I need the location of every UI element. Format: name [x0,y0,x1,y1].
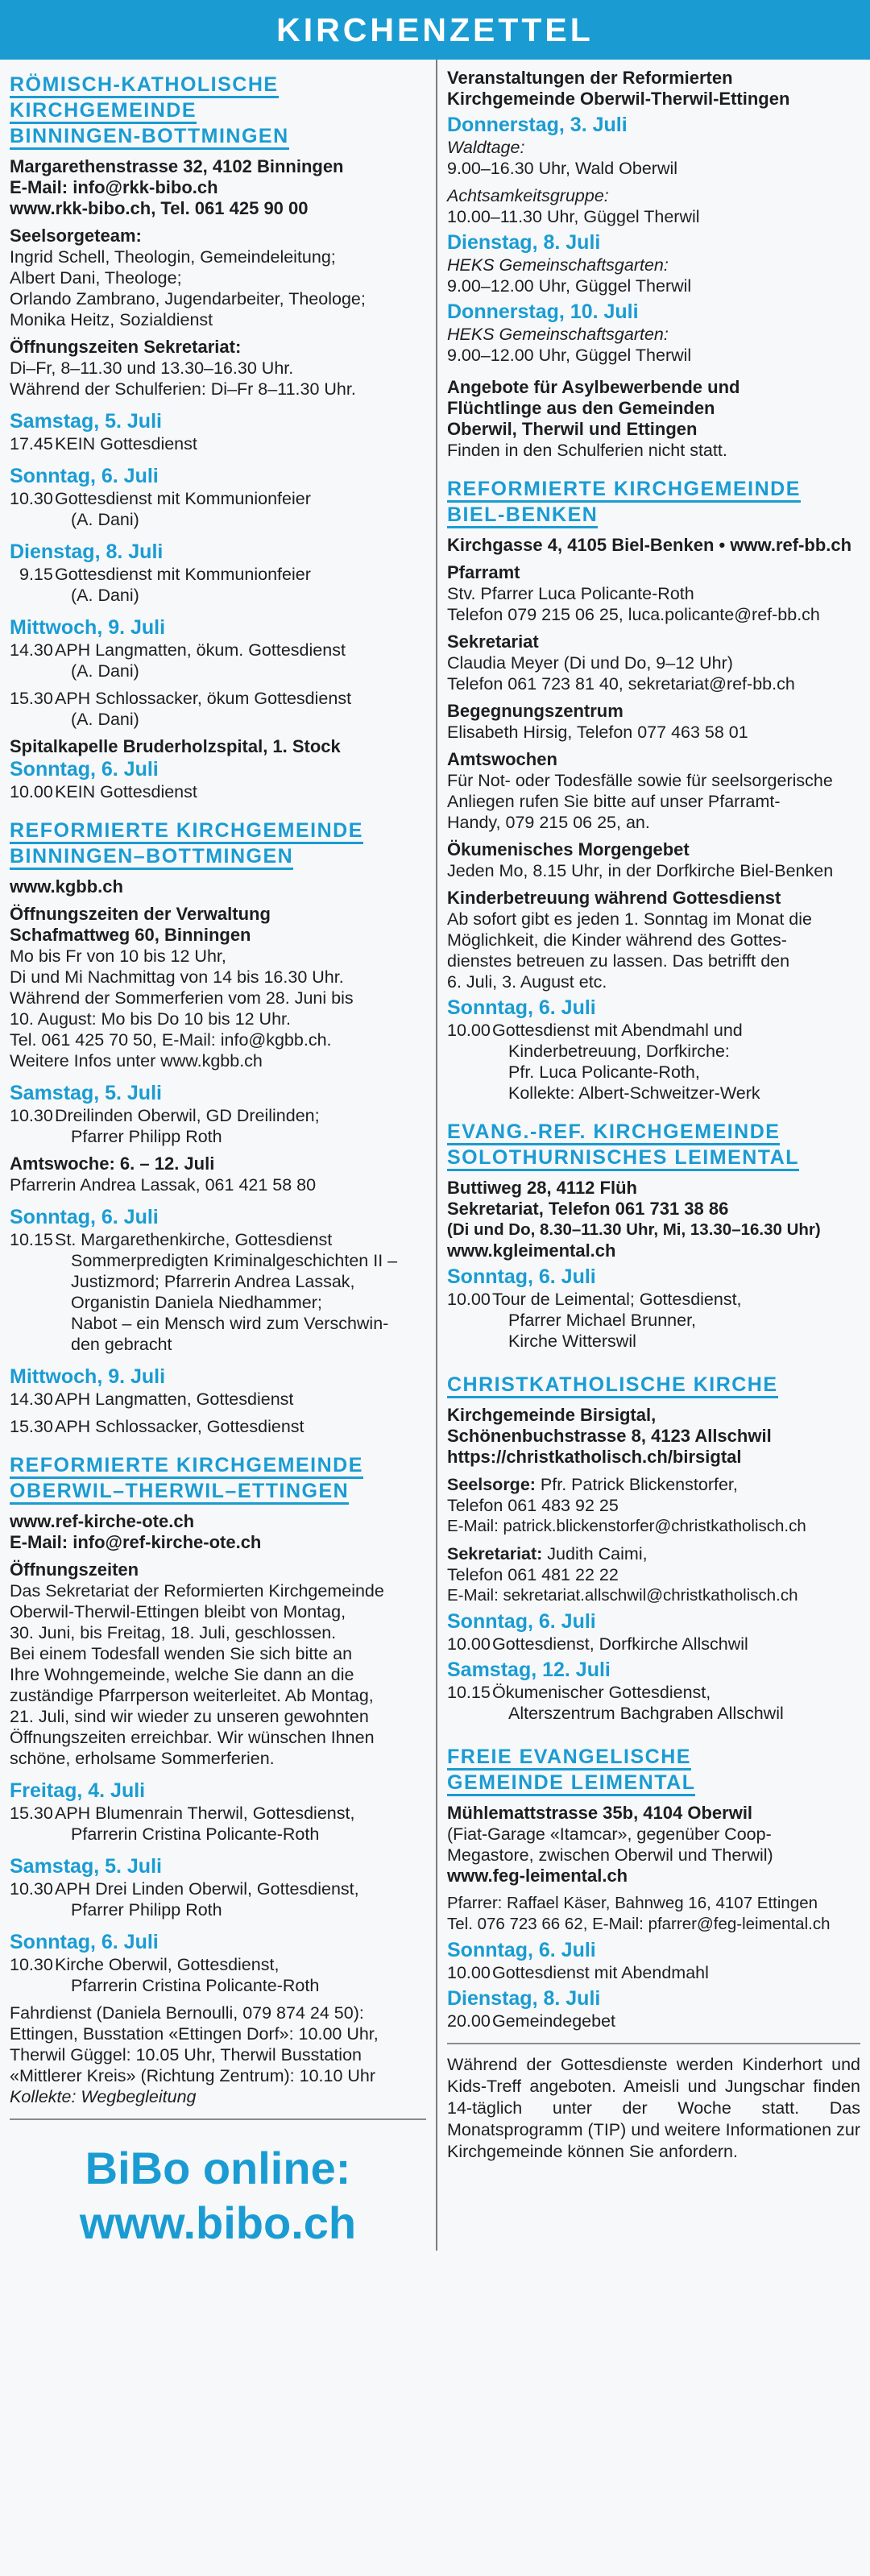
subheading: Angebote für Asylbewerbende und [447,377,740,397]
event-detail: Pfr. Luca Policante-Roth, [508,1062,700,1082]
text-line: 30. Juni, bis Freitag, 18. Juli, geschlossen. [10,1623,337,1642]
divider [10,2118,426,2120]
date-heading: Sonntag, 6. Juli [10,758,159,781]
text-line: 9.00–16.30 Uhr, Wald Oberwil [447,159,678,178]
subheading: Öffnungszeiten [10,1559,139,1580]
event-detail: Pfarrer Philipp Roth [71,1900,222,1920]
event: 17.45 KEIN Gottesdienst [10,434,197,453]
text-line: Telefon 061 483 92 25 [447,1496,619,1515]
website[interactable]: https://christkatholisch.ch/birsigtal [447,1447,742,1467]
website[interactable]: www.kgbb.ch [10,876,123,897]
text-line: Ettingen, Busstation «Ettingen Dorf»: 10.00 Uhr, [10,2024,379,2044]
event-detail: Justizmord; Pfarrerin Andrea Lassak, [71,1272,355,1291]
event: 10.00 Tour de Leimental; Gottesdienst, [447,1290,742,1309]
text-line: 9.00–12.00 Uhr, Güggel Therwil [447,276,692,296]
subheading: Begegnungszentrum [447,701,624,721]
date-heading: Freitag, 4. Juli [10,1779,146,1802]
text-line: Fahrdienst (Daniela Bernoulli, 079 874 24 50): [10,2003,364,2023]
text-line: dienstes betreuen zu lassen. Das betrifft den [447,951,790,971]
event: 20.00 Gemeindegebet [447,2011,615,2031]
event: 14.30 APH Langmatten, ökum. Gottesdienst [10,640,346,660]
text-line: 10.00–11.30 Uhr, Güggel Therwil [447,207,700,226]
date-heading: Sonntag, 6. Juli [10,1206,159,1228]
date-heading: Dienstag, 8. Juli [447,231,601,254]
phone: Sekretariat, Telefon 061 731 38 86 [447,1199,729,1219]
date-heading: Mittwoch, 9. Juli [10,616,166,639]
text-line: Für Not- oder Todesfälle sowie für seelsorgerische [447,771,833,790]
hours: (Di und Do, 8.30–11.30 Uhr, Mi, 13.30–16.30 Uhr) [447,1220,821,1239]
text-line: Bei einem Todesfall wenden Sie sich bitte an [10,1644,353,1663]
address: Schönenbuchstrasse 8, 4123 Allschwil [447,1426,772,1446]
text-line: Während der Schulferien: Di–Fr 8–11.30 Uhr. [10,379,356,399]
page-banner: KIRCHENZETTEL [0,0,870,60]
text-line: «Mittlerer Kreis» (Richtung Zentrum): 10.10 Uhr [10,2066,376,2085]
event-detail: Pfarrer Michael Brunner, [508,1311,697,1330]
event-detail: (A. Dani) [71,510,139,529]
date-heading: Dienstag, 8. Juli [447,1987,601,2010]
text-line: Megastore, zwischen Oberwil und Therwil) [447,1845,773,1865]
text-line: Anliegen rufen Sie bitte auf unser Pfarramt- [447,792,781,811]
subheading: Kirchgemeinde Birsigtal, [447,1405,657,1425]
section-heading-solothurn: EVANG.-REF. KIRCHGEMEINDE SOLOTHURNISCHES LEIMENTAL [447,1120,860,1171]
event-detail: Pfarrerin Cristina Policante-Roth [71,1976,320,1995]
subheading: Öffnungszeiten Sekretariat: [10,337,242,357]
address: Buttiweg 28, 4112 Flüh [447,1178,637,1198]
text-line: Tel. 061 425 70 50, E-Mail: info@kgbb.ch. [10,1030,332,1050]
text-line: 10. August: Mo bis Do 10 bis 12 Uhr. [10,1009,291,1029]
subheading: Schafmattweg 60, Binningen [10,925,251,945]
website[interactable]: www.rkk-bibo.ch, Tel. 061 425 90 00 [10,198,309,218]
text-line: Tel. 076 723 66 62, E-Mail: pfarrer@feg-leimental.ch [447,1915,831,1933]
date-heading: Sonntag, 6. Juli [10,1931,159,1953]
event-detail: Pfarrerin Cristina Policante-Roth [71,1824,320,1844]
event: 15.30 APH Schlossacker, Gottesdienst [10,1417,304,1436]
text-line: Ihre Wohngemeinde, welche Sie dann an die [10,1665,354,1684]
date-heading: Sonntag, 6. Juli [447,1610,596,1633]
divider [447,2043,860,2044]
subheading: Oberwil, Therwil und Ettingen [447,419,698,439]
text-line: Öffnungszeiten erreichbar. Wir wünschen Ihnen [10,1728,375,1747]
website[interactable]: www.feg-leimental.ch [447,1866,628,1886]
text-line: Weitere Infos unter www.kgbb.ch [10,1051,263,1071]
right-column [436,60,860,2251]
text-line: Monika Heitz, Sozialdienst [10,310,213,329]
event: 10.00 Gottesdienst mit Abendmahl [447,1963,709,1982]
text-line: Telefon 061 723 81 40, sekretariat@ref-bb.ch [447,674,795,694]
section-heading-rk: RÖMISCH-KATHOLISCHE KIRCHGEMEINDE BINNINGEN-BOTTMINGEN [10,72,426,150]
section-heading-ote: REFORMIERTE KIRCHGEMEINDE OBERWIL–THERWIL–ETTINGEN [10,1453,426,1505]
event-title: HEKS Gemeinschaftsgarten: [447,325,669,344]
date-heading: Samstag, 5. Juli [10,1855,162,1878]
subheading: Sekretariat [447,632,539,652]
event-detail: Nabot – ein Mensch wird zum Verschwin- [71,1314,389,1333]
kollekte: Kollekte: Wegbegleitung [10,2087,197,2106]
subheading: Spitalkapelle Bruderholzspital, 1. Stock [10,736,341,756]
text-line: 9.00–12.00 Uhr, Güggel Therwil [447,346,692,365]
address: Mühlemattstrasse 35b, 4104 Oberwil [447,1803,753,1823]
date-heading: Samstag, 5. Juli [10,1082,162,1104]
text-line: Pfarrerin Andrea Lassak, 061 421 58 80 [10,1175,317,1195]
email[interactable]: E-Mail: info@rkk-bibo.ch [10,177,218,197]
event-detail: (A. Dani) [71,661,139,681]
date-heading: Sonntag, 6. Juli [447,1265,596,1288]
event: 14.30 APH Langmatten, Gottesdienst [10,1389,294,1409]
event-detail: (A. Dani) [71,586,139,605]
left-column [10,60,436,2251]
text-line: Elisabeth Hirsig, Telefon 077 463 58 01 [447,723,748,742]
sekretariat: Sekretariat: Judith Caimi, [447,1544,648,1563]
text-line: Möglichkeit, die Kinder während des Gottes- [447,930,787,950]
event: 10.15 Ökumenischer Gottesdienst, [447,1683,711,1702]
event-title: Waldtage: [447,138,525,157]
seelsorge: Seelsorge: Pfr. Patrick Blickenstorfer, [447,1475,738,1494]
section-heading-christkatholisch: CHRISTKATHOLISCHE KIRCHE [447,1373,860,1398]
email[interactable]: E-Mail: sekretariat.allschwil@christkatholisch.ch [447,1586,798,1605]
subheading: Pfarramt [447,562,520,582]
event-detail: Organistin Daniela Niedhammer; [71,1293,322,1312]
event: 10.30 APH Drei Linden Oberwil, Gottesdienst, [10,1879,359,1899]
text-line: Jeden Mo, 8.15 Uhr, in der Dorfkirche Biel-Benken [447,861,834,880]
text-line: (Fiat-Garage «Itamcar», gegenüber Coop- [447,1824,772,1844]
subheading: Flüchtlinge aus den Gemeinden [447,398,715,418]
footer-note: Während der Gottesdienste werden Kinderhort und Kids-Treff angeboten. Ameisli und Jungschar finden 14-täglich unter der Woche statt. Das Monatsprogramm (TIP) und weitere Informationen zur Kirchgemeinde können Sie anfordern. [447,2055,860,2161]
text-line: zuständige Pfarrperson weiterleitet. Ab Montag, [10,1686,374,1705]
text-line: Telefon 061 481 22 22 [447,1565,619,1584]
event-detail: Kirche Witterswil [508,1331,636,1351]
event-title: Achtsamkeitsgruppe: [447,186,609,205]
text-line: Ab sofort gibt es jeden 1. Sonntag im Monat die [447,909,812,929]
event: 9.15 Gottesdienst mit Kommunionfeier [19,565,311,584]
section-heading-biel-benken: REFORMIERTE KIRCHGEMEINDE BIEL-BENKEN [447,477,860,528]
subheading: Seelsorgeteam: [10,226,142,246]
date-heading: Sonntag, 6. Juli [447,1939,596,1961]
text-line: Oberwil-Therwil-Ettingen bleibt von Montag, [10,1602,346,1621]
text-line: schöne, erholsame Sommerferien. [10,1749,275,1768]
text-line: 6. Juli, 3. August etc. [447,972,607,992]
section-heading-feg: FREIE EVANGELISCHE GEMEINDE LEIMENTAL [447,1745,860,1796]
event-detail: (A. Dani) [71,710,139,729]
date-heading: Samstag, 12. Juli [447,1659,611,1681]
event: 10.30 Dreilinden Oberwil, GD Dreilinden; [10,1106,320,1125]
subheading: Kirchgemeinde Oberwil-Therwil-Ettingen [447,89,790,109]
text-line: Claudia Meyer (Di und Do, 9–12 Uhr) [447,653,733,673]
text-line: Während der Sommerferien vom 28. Juni bis [10,988,354,1008]
text-line: Therwil Güggel: 10.05 Uhr, Therwil Busstation [10,2045,362,2065]
text-line: Finden in den Schulferien nicht statt. [447,441,727,460]
date-heading: Dienstag, 8. Juli [10,540,164,563]
text-line: 21. Juli, sind wir wieder zu unseren gewohnten [10,1707,369,1726]
event: 10.15 St. Margarethenkirche, Gottesdienst [10,1230,333,1249]
website[interactable]: www.kgleimental.ch [447,1240,616,1261]
date-heading: Mittwoch, 9. Juli [10,1365,166,1388]
subheading: Öffnungszeiten der Verwaltung [10,904,271,924]
event-detail: Pfarrer Philipp Roth [71,1127,222,1146]
address: Kirchgasse 4, 4105 Biel-Benken • www.ref-bb.ch [447,535,852,555]
subheading: Ökumenisches Morgengebet [447,839,690,859]
bibo-online-promo[interactable]: BiBo online: www.bibo.ch [79,2143,357,2248]
event: 10.00 Gottesdienst, Dorfkirche Allschwil [447,1634,748,1654]
website[interactable]: www.ref-kirche-ote.ch [10,1511,195,1531]
event-detail: Kinderbetreuung, Dorfkirche: [508,1042,730,1061]
event: 15.30 APH Schlossacker, ökum Gottesdienst [10,689,352,708]
text-line: Orlando Zambrano, Jugendarbeiter, Theologe; [10,289,366,309]
event-title: HEKS Gemeinschaftsgarten: [447,255,669,275]
section-heading-ref-binningen: REFORMIERTE KIRCHGEMEINDE BINNINGEN–BOTTMINGEN [10,818,426,870]
date-heading: Donnerstag, 10. Juli [447,300,639,323]
text-line: Telefon 079 215 06 25, luca.policante@ref-bb.ch [447,605,820,624]
email[interactable]: E-Mail: info@ref-kirche-ote.ch [10,1532,262,1552]
date-heading: Sonntag, 6. Juli [10,465,159,487]
text-line: Di und Mi Nachmittag von 14 bis 16.30 Uhr. [10,967,344,987]
text-line: Albert Dani, Theologe; [10,268,182,288]
event-detail: Sommerpredigten Kriminalgeschichten II – [71,1251,398,1270]
text-line: Di–Fr, 8–11.30 und 13.30–16.30 Uhr. [10,358,294,378]
event: 10.00 Gottesdienst mit Abendmahl und [447,1021,743,1040]
text-line: Mo bis Fr von 10 bis 12 Uhr, [10,946,226,966]
address: Margarethenstrasse 32, 4102 Binningen [10,156,344,176]
date-heading: Donnerstag, 3. Juli [447,114,628,136]
event-detail: Alterszentrum Bachgraben Allschwil [508,1704,784,1723]
event-detail: den gebracht [71,1335,172,1354]
event: 10.00 KEIN Gottesdienst [10,782,197,801]
text-line: Handy, 079 215 06 25, an. [447,813,650,832]
subheading: Veranstaltungen der Reformierten [447,68,733,88]
email[interactable]: E-Mail: patrick.blickenstorfer@christkatholisch.ch [447,1517,806,1535]
date-heading: Samstag, 5. Juli [10,410,162,433]
event: 10.30 Gottesdienst mit Kommunionfeier [10,489,311,508]
event: 10.30 Kirche Oberwil, Gottesdienst, [10,1955,280,1974]
subheading: Kinderbetreuung während Gottesdienst [447,888,781,908]
subheading: Amtswoche: 6. – 12. Juli [10,1153,215,1174]
subheading: Amtswochen [447,749,557,769]
text-line: Stv. Pfarrer Luca Policante-Roth [447,584,694,603]
text-line: Das Sekretariat der Reformierten Kirchgemeinde [10,1581,384,1601]
date-heading: Sonntag, 6. Juli [447,996,596,1019]
text-line: Pfarrer: Raffael Käser, Bahnweg 16, 4107 Ettingen [447,1894,818,1912]
event-detail: Kollekte: Albert-Schweitzer-Werk [508,1083,760,1103]
event: 15.30 APH Blumenrain Therwil, Gottesdienst, [10,1804,355,1823]
text-line: Ingrid Schell, Theologin, Gemeindeleitung; [10,247,336,267]
